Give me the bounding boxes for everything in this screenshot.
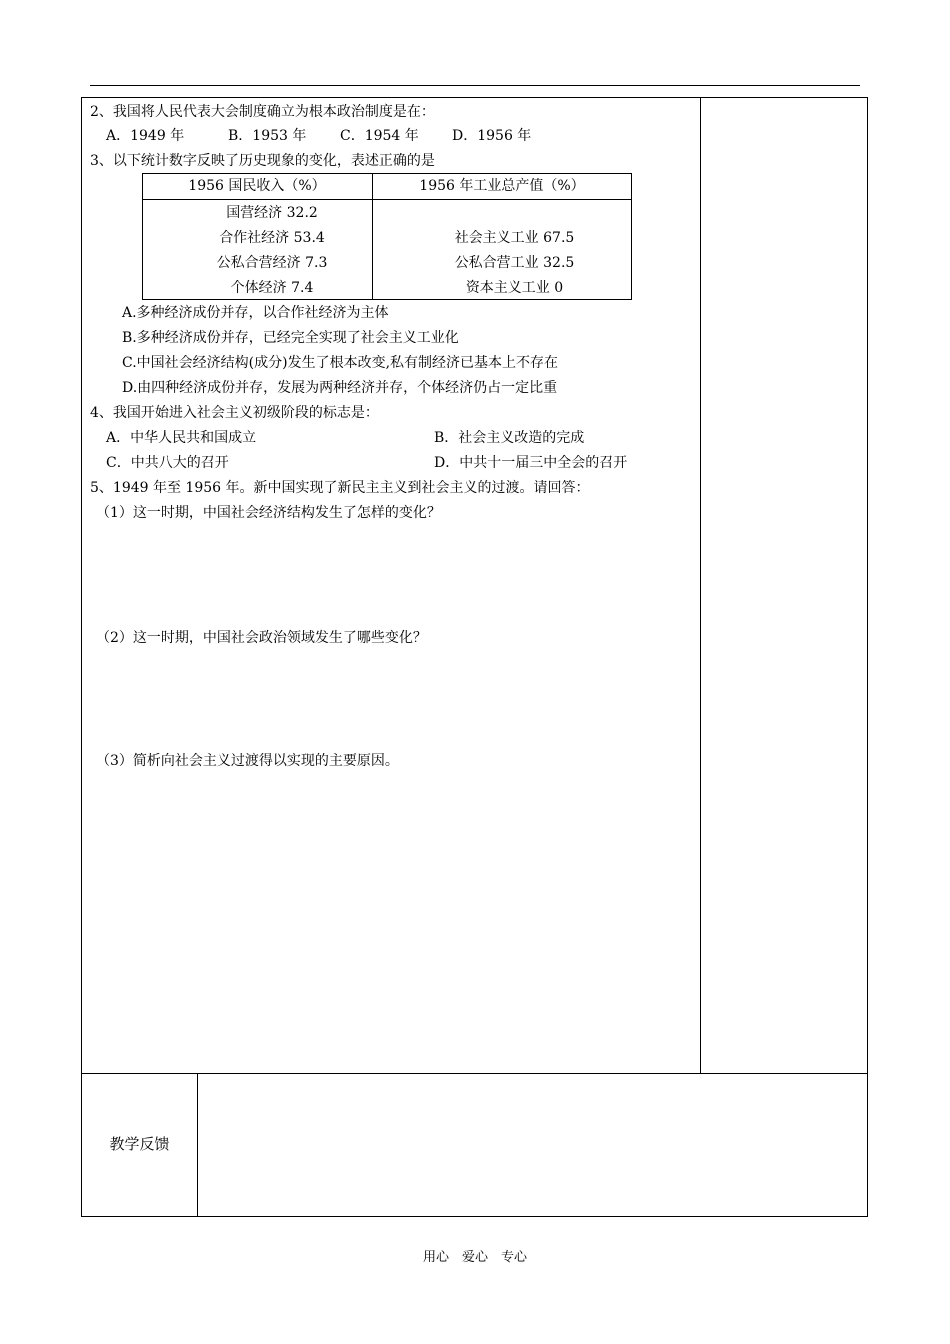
question-4-option-d: D．中共十一届三中全会的召开 xyxy=(434,455,628,471)
statistics-table-header-rule xyxy=(142,199,632,200)
table-cell-income-row-4: 个体经济 7.4 xyxy=(230,280,314,296)
question-2-option-a: A．1949 年 xyxy=(106,128,185,144)
table-cell-output-row-1: 社会主义工业 67.5 xyxy=(454,230,575,246)
table-header-national-income: 1956 国民收入（%） xyxy=(188,178,326,194)
question-3-option-b: B.多种经济成份并存，已经完全实现了社会主义工业化 xyxy=(122,330,459,346)
table-cell-output-row-2: 公私合营工业 32.5 xyxy=(454,255,575,271)
table-cell-income-row-1: 国营经济 32.2 xyxy=(226,205,318,221)
table-cell-income-row-2: 合作社经济 53.4 xyxy=(219,230,325,246)
question-4-option-b: B．社会主义改造的完成 xyxy=(434,430,585,446)
question-5-part-1: （1）这一时期，中国社会经济结构发生了怎样的变化？ xyxy=(96,505,441,521)
table-header-industrial-output: 1956 年工业总产值（%） xyxy=(419,178,585,194)
table-cell-output-row-3: 资本主义工业 0 xyxy=(465,280,564,296)
header-rule xyxy=(90,85,860,86)
question-3-option-d: D.由四种经济成份并存，发展为两种经济并存，个体经济仍占一定比重 xyxy=(122,380,558,396)
question-2-option-c: C．1954 年 xyxy=(340,128,419,144)
question-3-stem: 3、以下统计数字反映了历史现象的变化，表述正确的是 xyxy=(90,153,435,169)
question-3-option-a: A.多种经济成份并存，以合作社经济为主体 xyxy=(122,305,389,321)
question-3-option-c: C.中国社会经济结构(成分)发生了根本改变,私有制经济已基本上不存在 xyxy=(122,355,559,371)
question-5-stem: 5、1949 年至 1956 年。新中国实现了新民主主义到社会主义的过渡。请回答： xyxy=(90,480,590,496)
question-4-stem: 4、我国开始进入社会主义初级阶段的标志是： xyxy=(90,405,379,421)
teaching-feedback-label: 教学反馈 xyxy=(109,1135,170,1153)
notes-column-divider xyxy=(700,97,701,1074)
question-2-option-d: D．1956 年 xyxy=(452,128,532,144)
question-4-option-a: A．中华人民共和国成立 xyxy=(106,430,257,446)
question-5-part-3: （3）简析向社会主义过渡得以实现的主要原因。 xyxy=(96,753,399,769)
question-4-option-c: C．中共八大的召开 xyxy=(106,455,229,471)
question-2-stem: 2、我国将人民代表大会制度确立为根本政治制度是在： xyxy=(90,104,435,120)
page-footer: 用心 爱心 专心 xyxy=(422,1250,527,1265)
question-2-option-b: B．1953 年 xyxy=(228,128,307,144)
question-5-part-2: （2）这一时期，中国社会政治领域发生了哪些变化？ xyxy=(96,630,427,646)
table-cell-income-row-3: 公私合营经济 7.3 xyxy=(216,255,328,271)
teaching-feedback-area[interactable] xyxy=(198,1074,867,1216)
